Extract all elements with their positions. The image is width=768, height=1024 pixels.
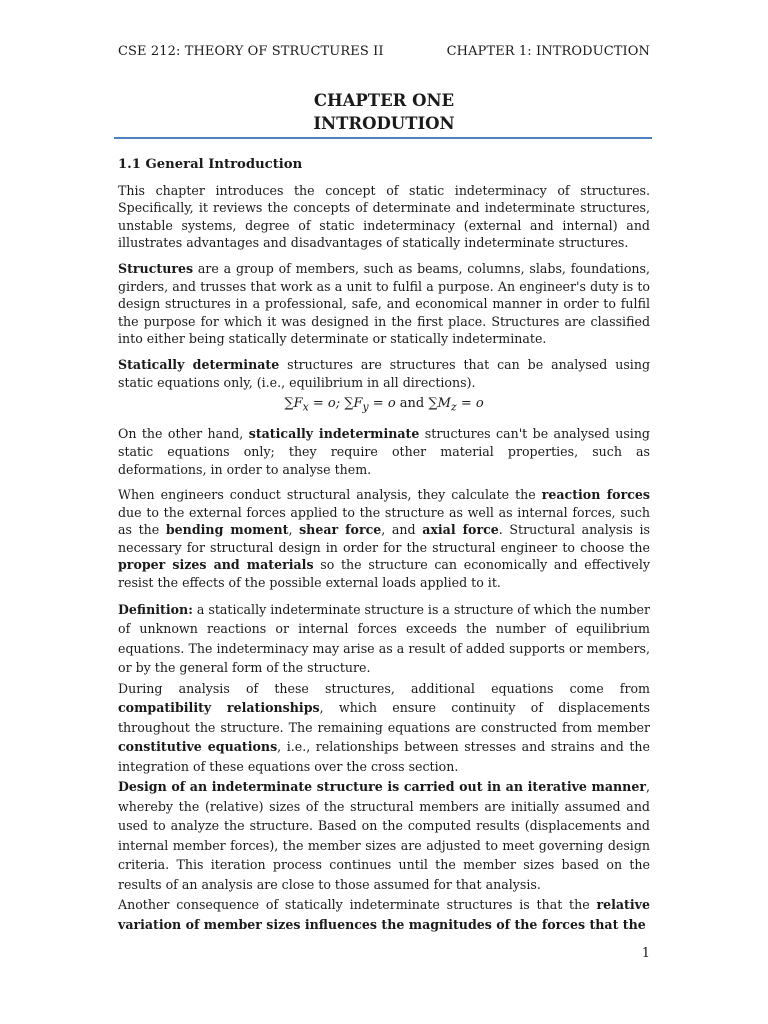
term-bending-moment: bending moment [165,522,289,538]
eq-sum-mz: ∑M [424,396,451,412]
term-statically-determinate: Statically determinate [118,356,280,372]
title-divider [114,137,652,139]
term-reaction-forces: reaction forces [541,487,650,503]
p9-text-1: Another consequence of statically indeterminate structures is that the [118,897,597,913]
term-axial-force: axial force [422,522,499,538]
paragraph-structures-text: are a group of members, such as beams, columns, slabs, foundations, girders, and trusses that work as a unit to fulfil a purpose. An engineer's duty is to design structures in a professional, safe, and economical manner in order to fulfil the purpose for which it was designed in the first place. Structures are classified into either being statically determinate or statically indeterminate. [118,260,650,347]
p6-text: a statically indeterminate structure is a structure of which the number of unknown reactions or internal forces exceeds the number of equilibrium equations. The indeterminacy may arise as a result of added supports or members, or by the general form of the structure. [118,601,650,676]
chapter-title-line2: INTRODUTION [313,114,455,133]
p7-text-1: During analysis of these structures, additional equations come from [118,680,650,696]
term-definition: Definition: [118,601,193,617]
paragraph-structures [118,260,650,348]
paragraph-intro: This chapter introduces the concept of static indeterminacy of structures. Specifically, it reviews the concepts of determinate and indeterminate structures, unstable systems, degree of static indeterminacy (external and internal) and illustrates advantages and disadvantages of statically indeterminate structures. [118,182,650,251]
term-structures: Structures [118,260,194,276]
p5-text-4: , and [381,522,423,538]
term-iterative-design: Design of an indeterminate structure is carried out in an iterative manner [118,779,646,795]
p7-text-2: , which ensure continuity of displacements throughout the structure. The remaining equations are constructed from member [118,700,650,735]
eq-zero: = o [456,396,484,412]
paragraph-analysis [118,486,650,592]
section-heading: 1.1 General Introduction [118,157,303,172]
eq-sub-y: y [362,400,369,414]
eq-equals: = o [368,396,400,412]
term-shear-force: shear force [299,522,382,538]
eq-sub-x: x [302,400,309,414]
body-text [118,156,650,935]
term-statically-indeterminate: statically indeterminate [248,426,420,442]
p5-text-2: due to the external forces applied to the structure as well as internal forces, such as the [118,504,650,538]
p7-text-3: , i.e., relationships between stresses and strains and the integration of these equations over the cross section. [118,739,650,774]
p5-text-1: When engineers conduct structural analysis, they calculate the [118,487,542,503]
running-header [118,44,650,59]
term-compatibility: compatibility relationships [118,700,320,716]
p4-text-2: structures can't be analysed using static equations only; they require other material properties, such as deformations, in order to analyse them. [118,426,650,477]
paragraph-design [118,777,650,894]
eq-sum-fx: ∑F [284,396,303,412]
paragraph-definition [118,600,650,678]
eq-sub-z: z [450,400,457,414]
term-proper-sizes: proper sizes and materials [118,557,314,573]
page-number: 1 [641,946,650,961]
equilibrium-equation [118,395,650,416]
p8-text: , whereby the (relative) sizes of the structural members are initially assumed and used to analyze the structure. Based on the computed results (displacements and internal member forces), the member sizes are adjusted to meet governing design criteria. This iteration process continues until the member sizes based on the results of an analysis are close to those assumed for that analysis. [118,779,650,892]
paragraph-indeterminate [118,425,650,478]
term-relative-variation: relative variation of member sizes influences the magnitudes of the forces that the [118,897,650,932]
paragraph-consequence [118,895,650,934]
eq-and: and [399,396,425,412]
paragraph-determinate-text: structures are structures that can be analysed using static equations only, (i.e., equilibrium in all directions). [118,356,651,390]
chapter-title [0,89,768,135]
eq-sum-fy: = o; ∑F [308,396,363,412]
p5-text-5: . Structural analysis is necessary for structural design in order for the structural engineer to choose the [118,522,650,555]
term-constitutive: constitutive equations [118,739,278,755]
paragraph-determinate [118,356,650,391]
p5-text-6: so the structure can economically and effectively resist the effects of the possible external loads applied to it. [118,557,651,591]
paragraph-compatibility [118,679,650,777]
header-course: CSE 212: THEORY OF STRUCTURES II [118,44,384,59]
chapter-title-line1: CHAPTER ONE [313,91,455,110]
p4-text-1: On the other hand, [118,426,249,442]
header-chapter: CHAPTER 1: INTRODUCTION [446,44,650,59]
p5-text-3: , [288,522,300,538]
